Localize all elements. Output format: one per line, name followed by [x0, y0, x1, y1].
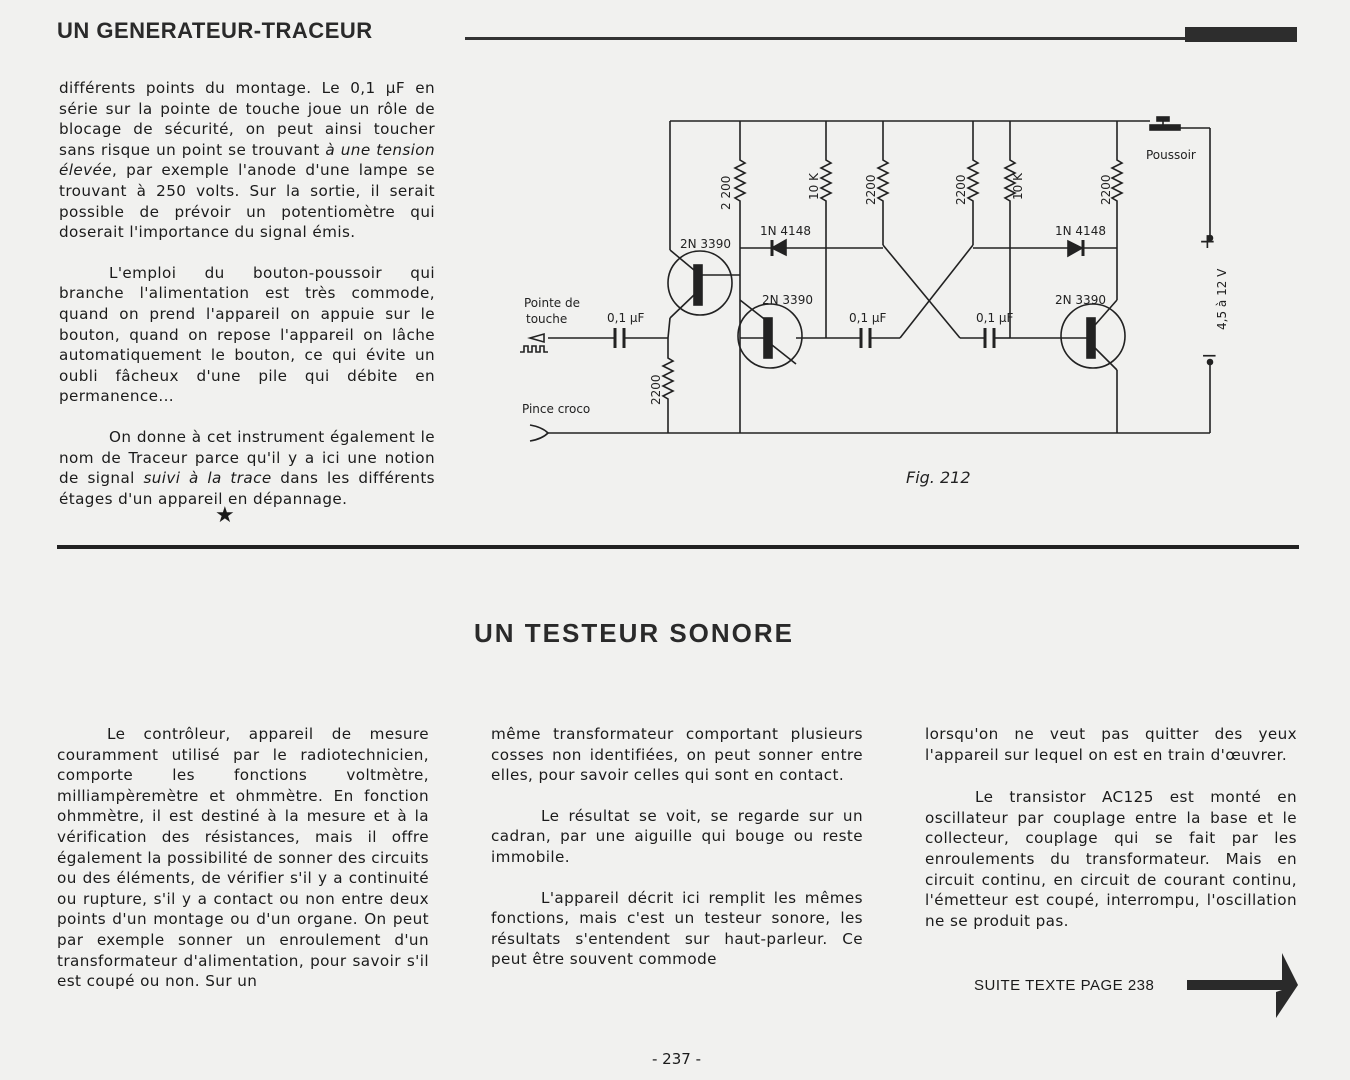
- label-r2: 10 K: [807, 173, 821, 200]
- label-r4: 2200: [954, 174, 968, 205]
- article-title-testeur-sonore: UN TESTEUR SONORE: [474, 618, 795, 648]
- paragraph: même transformateur comportant plusieurs cosses non identifiées, on peut sonner entre elles, pour savoir celles qui sont en contact.: [491, 725, 863, 785]
- croco-clip-icon: [530, 425, 548, 441]
- star-ornament: ★: [215, 503, 235, 528]
- bottom-right-column: [925, 724, 1297, 931]
- text: dans les différents étages d'un appareil en dépannage.: [59, 469, 435, 508]
- label-t1: 2N 3390: [680, 237, 731, 251]
- paragraph: L'emploi du bouton-poussoir qui branche l'alimentation est très commode, quand on prend l'appareil on appuie sur le bouton, quand on repose l'appareil on lâche automatiquement le bouton, ce qui évite un oubli fâcheux d'une pile qui débite en permanence...: [59, 263, 435, 406]
- diodes: [740, 240, 1117, 256]
- label-supply: 4,5 à 12 V: [1215, 268, 1229, 330]
- label-push: Poussoir: [1146, 148, 1196, 162]
- label-r3: 2200: [864, 174, 878, 205]
- label-probe: Pointe de: [524, 296, 580, 310]
- bottom-middle-column: [491, 724, 863, 970]
- italic-text: suivi à la trace: [143, 469, 272, 488]
- label-plus: +: [1199, 229, 1216, 253]
- label-t2: 2N 3390: [762, 293, 813, 307]
- paragraph: Le résultat se voit, se regarde sur un cadran, par une aiguille qui bouge ou reste immobile.: [491, 806, 863, 866]
- label-c1: 0,1 µF: [607, 311, 645, 325]
- page-number: - 237 -: [652, 1050, 701, 1068]
- label-d1: 1N 4148: [760, 224, 811, 238]
- label-r1: 2 200: [719, 175, 733, 210]
- label-clip: Pince croco: [522, 402, 591, 416]
- paragraph: L'appareil décrit ici remplit les mêmes fonctions, mais c'est un testeur sonore, les résultats s'entendent sur haut-parleur. Ce peut être souvent commode: [491, 888, 863, 969]
- italic-text: à une tension élevée: [59, 140, 436, 180]
- pushbutton-icon: [1150, 117, 1213, 433]
- square-wave-icon: [520, 346, 548, 352]
- label-c2: 0,1 µF: [849, 311, 887, 325]
- transistors: [668, 245, 1125, 433]
- label-r5: 10 K: [1011, 173, 1025, 200]
- text: différents points du montage. Le 0,1 µF en série sur la pointe de touche joue un rôle de blocage de sécurité, on peut ainsi toucher sans risque un point se trouvant: [59, 79, 435, 159]
- paragraph: lorsqu'on ne veut pas quitter des yeux l'appareil sur lequel on est en train d'œuvrer.: [925, 725, 1297, 764]
- label-c3: 0,1 µF: [976, 311, 1014, 325]
- label-d2: 1N 4148: [1055, 224, 1106, 238]
- continued-link[interactable]: SUITE TEXTE PAGE 238: [974, 977, 1155, 994]
- label-probe-2: touche: [526, 312, 568, 326]
- paragraph: Le transistor AC125 est monté en oscillateur par couplage entre la base et le collecteur, couplage qui se fait par les enroulements du transformateur. Mais en circuit continu, en circuit de courant continu, l'émetteur est coupé, interrompu, l'oscillation ne se produit pas.: [925, 788, 1297, 930]
- text: , par exemple l'anode d'une lampe se trouvant à 250 volts. Sur la sortie, il serait possible de prévoir un potentiomètre qui doserait l'importance du signal émis.: [59, 161, 435, 242]
- label-r6: 2200: [1099, 174, 1113, 205]
- text: On donne à cet instrument également le nom de Traceur parce qu'il y a ici une notion de signal: [59, 427, 435, 488]
- label-minus: −: [1201, 343, 1218, 367]
- paragraph: Le contrôleur, appareil de mesure couramment utilisé par le radiotechnicien, comporte les fonctions voltmètre, milliampèremètre et ohmmètre. En fonction ohmmètre, il est destiné à la mesure et à la vérification des résistances, mais il offre également la possibilité de sonner des circuits ou des éléments, de vérifier s'il y a continuité ou rupture, s'il y a contact ou non entre deux points d'un montage ou d'un organe. On peut par exemple sonner un enroulement d'un transformateur d'alimentation, pour savoir s'il est coupé ou non. Sur un: [57, 725, 429, 991]
- probe-icon: [530, 334, 544, 342]
- label-r7: 2200: [649, 374, 663, 405]
- bottom-left-column: [57, 724, 429, 992]
- article-title-generateur-traceur: UN GENERATEUR-TRACEUR: [57, 18, 373, 43]
- figure-label: Fig. 212: [906, 468, 971, 487]
- label-t3: 2N 3390: [1055, 293, 1106, 307]
- section-divider: [57, 545, 1299, 549]
